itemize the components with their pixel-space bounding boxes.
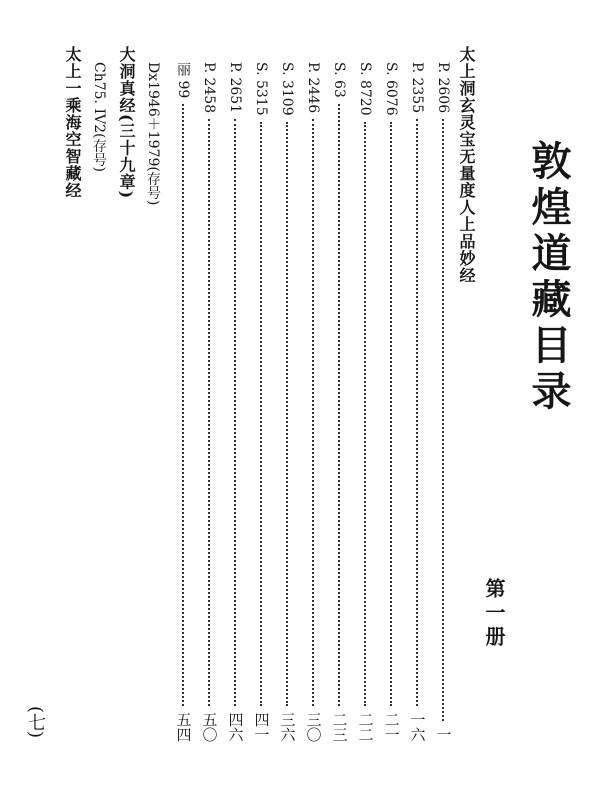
page-ref: 五四 bbox=[174, 712, 193, 742]
leader-dots bbox=[234, 119, 236, 706]
manuscript-entry bbox=[224, 62, 246, 742]
page-ref: 一六 bbox=[408, 712, 427, 742]
leader-dots bbox=[182, 104, 184, 706]
manuscript-entry bbox=[354, 62, 376, 742]
book-title: 敦煌道藏目录 bbox=[525, 140, 571, 416]
manuscript-entry bbox=[250, 62, 272, 742]
manuscript-entry bbox=[302, 62, 324, 742]
manuscript-code-stored: Dx1946＋1979(存号) bbox=[145, 62, 161, 206]
page-ref: 二三 bbox=[330, 712, 349, 742]
leader-dots bbox=[312, 119, 314, 706]
entry-title-1: 太上洞玄灵宝无量度人上品妙经 bbox=[457, 46, 476, 284]
entry-title-3: 太上一乘海空智藏经 bbox=[63, 46, 82, 199]
leader-dots bbox=[416, 119, 418, 706]
manuscript-code: S. 3109 bbox=[279, 62, 295, 116]
manuscript-code: S. 63 bbox=[331, 62, 347, 98]
leader-dots bbox=[364, 122, 366, 706]
page-ref: 二一 bbox=[382, 712, 401, 742]
manuscript-entry bbox=[380, 62, 402, 742]
manuscript-entry bbox=[172, 62, 194, 742]
manuscript-entry bbox=[406, 62, 428, 742]
page-ref: 一 bbox=[434, 727, 453, 742]
page-number: (七) bbox=[25, 706, 46, 739]
manuscript-code: P. 2446 bbox=[305, 62, 321, 114]
manuscript-entry bbox=[432, 62, 454, 742]
page-ref: 三〇 bbox=[304, 712, 323, 742]
page-ref: 三六 bbox=[278, 712, 297, 742]
manuscript-code: P. 2458 bbox=[201, 62, 217, 114]
leader-dots bbox=[260, 122, 262, 706]
manuscript-code: P. 2355 bbox=[409, 62, 425, 114]
volume-label: 第一册 bbox=[482, 578, 506, 650]
page-ref: 四一 bbox=[252, 712, 271, 742]
page-ref: 四六 bbox=[226, 712, 245, 742]
manuscript-entry bbox=[198, 62, 220, 742]
manuscript-code: S. 5315 bbox=[253, 62, 269, 116]
manuscript-code: S. 8720 bbox=[357, 62, 373, 116]
manuscript-code: S. 6076 bbox=[383, 62, 399, 116]
manuscript-code: 丽 99 bbox=[175, 62, 191, 99]
leader-dots bbox=[390, 122, 392, 706]
leader-dots bbox=[286, 122, 288, 706]
page-ref: 二二 bbox=[356, 712, 375, 742]
manuscript-code: P. 2606 bbox=[435, 62, 451, 114]
entry-title-2: 大洞真经(三十九章) bbox=[117, 46, 136, 200]
manuscript-entry bbox=[328, 62, 350, 742]
leader-dots bbox=[442, 119, 444, 721]
leader-dots bbox=[338, 104, 340, 706]
manuscript-code-stored: Ch75. IV2(存号) bbox=[91, 62, 107, 172]
manuscript-entry bbox=[276, 62, 298, 742]
leader-dots bbox=[208, 119, 210, 706]
page-ref: 五〇 bbox=[200, 712, 219, 742]
manuscript-code: P. 2651 bbox=[227, 62, 243, 114]
